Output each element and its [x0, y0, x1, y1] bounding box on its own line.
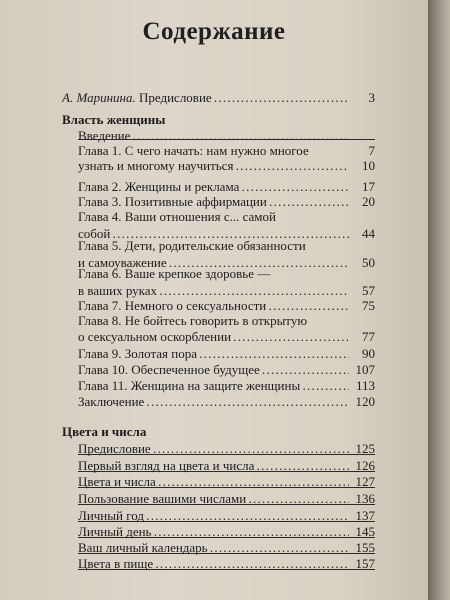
toc-page-number: 75	[362, 298, 375, 313]
toc-entry	[62, 143, 375, 173]
toc-entry-label: Ваш личный календарь . . .	[78, 540, 349, 555]
toc-page-number: 17	[362, 179, 375, 194]
toc-page-number: 50	[362, 255, 375, 270]
toc-entry-label: Глава 8. Не бойтесь говорить в открытую	[78, 313, 308, 328]
toc-page-number: 157	[355, 556, 375, 571]
toc-page-number: 136	[355, 491, 375, 506]
toc-entry-label: Глава 10. Обеспеченное будущее . . .	[78, 362, 349, 377]
section-title-power: Власть женщины	[62, 112, 166, 127]
toc-entry	[62, 313, 375, 343]
divider	[78, 487, 375, 488]
toc-page-number: 120	[355, 394, 375, 409]
toc-entry-label: Глава 1. С чего начать: нам нужно многое	[78, 143, 309, 158]
toc-entry-label: узнать и многому научиться . . .	[78, 158, 349, 173]
toc-entry-label: Глава 6. Ваше крепкое здоровье —	[78, 266, 271, 281]
toc-entry	[62, 194, 375, 209]
toc-entry-label: Цвета в пище . . .	[78, 556, 349, 571]
divider	[78, 537, 375, 538]
toc-page-number: 127	[355, 474, 375, 489]
toc-page-number: 113	[355, 378, 375, 393]
toc-entry-label: и самоуважение . . .	[78, 255, 349, 270]
toc-page-number: 137	[355, 508, 375, 523]
divider	[78, 454, 375, 455]
toc-entry-label: Цвета и числа . . .	[78, 474, 349, 489]
toc-entry-label: Предисловие . . .	[78, 441, 349, 456]
toc-page-number: 7	[368, 143, 375, 158]
toc-entry-label: Глава 3. Позитивные аффирмации . . .	[78, 194, 349, 209]
toc-entry	[62, 394, 375, 409]
toc-entry	[62, 238, 375, 268]
toc-entry-label: Заключение . . .	[78, 394, 349, 409]
page-title: Содержание	[142, 18, 286, 45]
toc-page-number: 3	[368, 90, 375, 105]
toc-entry-label: Первый взгляд на цвета и числа . . .	[78, 458, 349, 473]
toc-page-number: 125	[355, 441, 375, 456]
toc-page-number: 90	[362, 346, 375, 361]
toc-entry-label: Глава 11. Женщина на защите женщины . . .	[78, 378, 349, 393]
toc-entry	[62, 346, 375, 361]
toc-entry-label	[62, 90, 349, 105]
toc-entry	[62, 298, 375, 313]
book-gutter	[428, 0, 450, 600]
divider	[78, 521, 375, 522]
toc-entry-label: Глава 2. Женщины и реклама . . .	[78, 179, 349, 194]
toc-page-number: 77	[362, 329, 375, 344]
toc-page-number: 57	[362, 283, 375, 298]
divider	[78, 139, 375, 140]
toc-entry-label: о сексуальном оскорблении . . .	[78, 329, 349, 344]
toc-page-number: 145	[355, 524, 375, 539]
preface-author: А. Маринина.	[62, 90, 136, 105]
toc-page-number: 155	[355, 540, 375, 555]
divider	[78, 471, 375, 472]
toc-page-number: 10	[362, 158, 375, 173]
toc-entry	[62, 362, 375, 377]
divider	[78, 504, 375, 505]
toc-entry-label: Личный день . . .	[78, 524, 349, 539]
toc-entry-label: Глава 5. Дети, родительские обязанности	[78, 238, 306, 253]
toc-page-number: 126	[355, 458, 375, 473]
toc-entry-label: Введение . . .	[78, 128, 349, 143]
section-title-colors: Цвета и числа	[62, 424, 147, 439]
toc-page-number: 107	[355, 362, 375, 377]
toc-page-number: 44	[362, 226, 375, 241]
toc-entry-label: Глава 9. Золотая пора . . .	[78, 346, 349, 361]
toc-entry-label: Пользование вашими числами . . .	[78, 491, 349, 506]
toc-entry	[62, 179, 375, 194]
toc-entry-label: Глава 4. Ваши отношения с... самой	[78, 209, 276, 224]
toc-entry	[62, 209, 375, 239]
toc-entry	[62, 266, 375, 296]
toc-entry-preface	[62, 90, 375, 105]
toc-entry-label: собой . . .	[78, 226, 349, 241]
toc-page-number: 20	[362, 194, 375, 209]
divider	[78, 553, 375, 554]
preface-label: Предисловие	[138, 90, 212, 105]
divider	[78, 569, 375, 570]
toc-entry	[62, 378, 375, 393]
toc-entry-label: в ваших руках . . .	[78, 283, 349, 298]
toc-entry-label: Глава 7. Немного о сексуальности . . .	[78, 298, 349, 313]
toc-entry-label: Личный год . . .	[78, 508, 349, 523]
